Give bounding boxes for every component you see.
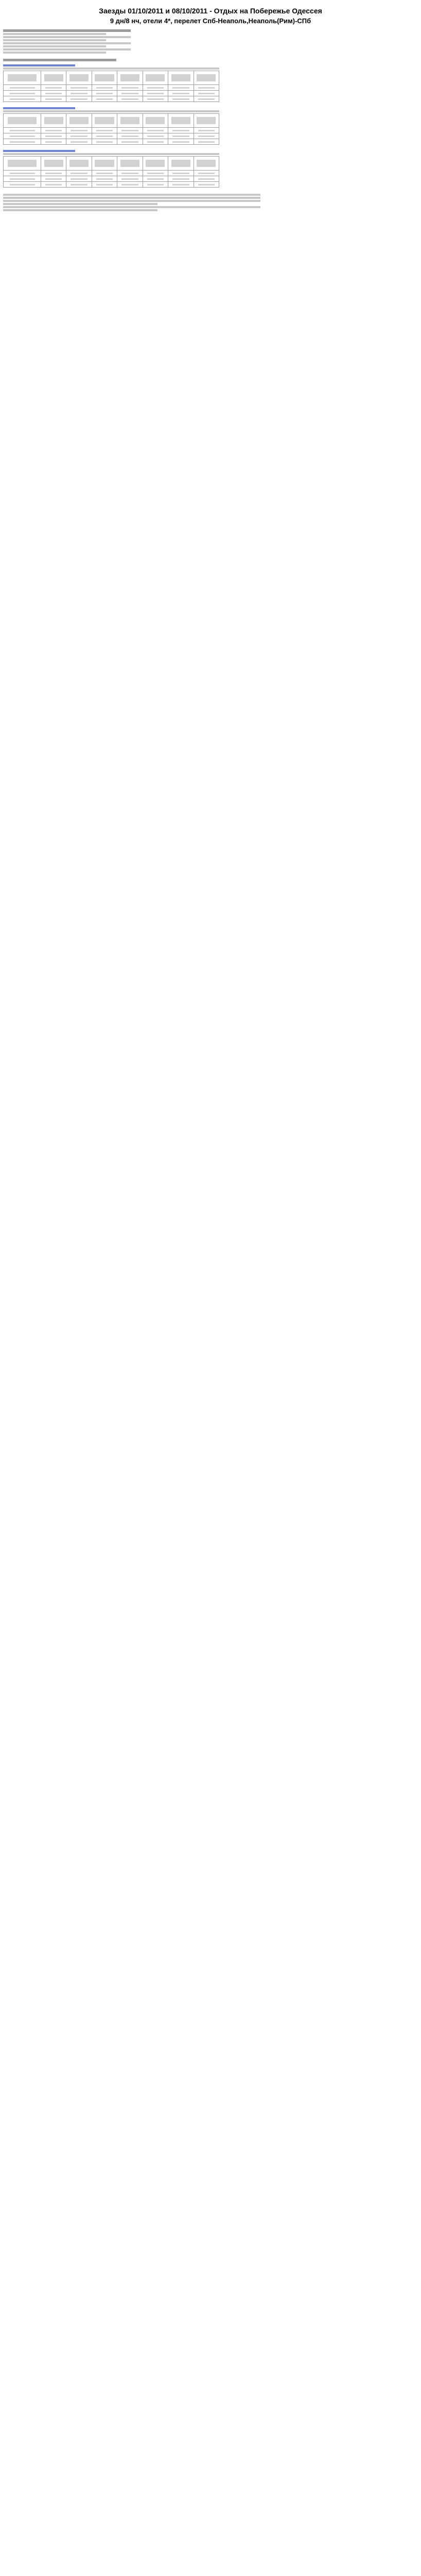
footer-line	[3, 200, 260, 202]
price-table-cell	[92, 171, 117, 176]
price-table-cell	[168, 171, 194, 176]
footer-line	[3, 197, 260, 199]
price-table-cell	[4, 128, 41, 133]
price-table-header-cell	[66, 114, 92, 128]
price-table-header-cell	[41, 114, 66, 128]
price-table-header-cell	[168, 71, 194, 85]
price-table-cell	[66, 133, 92, 139]
price-table-header-cell	[194, 114, 219, 128]
hotel-block	[3, 150, 418, 188]
price-table-cell	[143, 133, 168, 139]
price-table-header-cell	[41, 71, 66, 85]
hotel-description	[3, 110, 219, 112]
price-table-cell	[194, 96, 219, 102]
price-table-cell	[143, 182, 168, 188]
price-table-row	[4, 128, 219, 133]
price-table-cell	[4, 182, 41, 188]
price-table-cell	[66, 85, 92, 91]
price-table-header-cell	[66, 71, 92, 85]
price-table-cell	[117, 139, 143, 145]
price-table-cell	[143, 85, 168, 91]
price-table-cell	[66, 139, 92, 145]
price-table-header-cell	[4, 157, 41, 171]
price-table-header-cell	[194, 157, 219, 171]
hotel-name-link[interactable]	[3, 64, 75, 66]
price-table-row	[4, 171, 219, 176]
price-table	[3, 113, 219, 145]
price-table-cell	[66, 96, 92, 102]
hotel-list	[3, 64, 418, 188]
price-table-cell	[92, 176, 117, 182]
price-table-cell	[143, 128, 168, 133]
price-table-cell	[194, 85, 219, 91]
price-table-cell	[117, 182, 143, 188]
price-table-cell	[66, 176, 92, 182]
price-table-row	[4, 176, 219, 182]
price-table-cell	[168, 128, 194, 133]
price-table-header-cell	[194, 71, 219, 85]
price-table-cell	[4, 91, 41, 96]
price-table-cell	[41, 133, 66, 139]
price-table-cell	[143, 91, 168, 96]
price-table-row	[4, 133, 219, 139]
price-table-cell	[92, 96, 117, 102]
price-table-row	[4, 85, 219, 91]
price-table-cell	[41, 182, 66, 188]
price-table-cell	[117, 133, 143, 139]
price-table-cell	[41, 139, 66, 145]
intro-line	[3, 45, 106, 47]
price-table-cell	[4, 139, 41, 145]
price-table-header-cell	[143, 71, 168, 85]
price-table-header-cell	[143, 157, 168, 171]
footer-line	[3, 206, 260, 208]
price-table-cell	[117, 171, 143, 176]
price-table-cell	[41, 91, 66, 96]
intro-line	[3, 36, 131, 38]
price-table-header-row	[4, 157, 219, 171]
price-table-cell	[41, 85, 66, 91]
price-table-cell	[4, 85, 41, 91]
intro-line	[3, 52, 106, 54]
price-table-cell	[41, 128, 66, 133]
price-table-cell	[66, 128, 92, 133]
price-table-cell	[41, 96, 66, 102]
document-page	[0, 0, 421, 216]
hotel-name-link[interactable]	[3, 150, 75, 152]
price-table-cell	[66, 171, 92, 176]
intro-block	[3, 29, 142, 54]
price-table-header-cell	[4, 114, 41, 128]
price-table-cell	[117, 96, 143, 102]
price-table-cell	[194, 182, 219, 188]
price-table-cell	[92, 128, 117, 133]
hotel-name-link[interactable]	[3, 107, 75, 109]
hotel-block	[3, 64, 418, 102]
price-table-cell	[117, 176, 143, 182]
hotel-block	[3, 107, 418, 145]
intro-line	[3, 29, 131, 32]
intro-line	[3, 39, 106, 41]
price-table-cell	[117, 91, 143, 96]
price-table-cell	[4, 96, 41, 102]
price-table-cell	[92, 85, 117, 91]
hotel-description	[3, 153, 219, 155]
page-subtitle: 9 дн/8 нч, отели 4*, перелет Спб-Неаполь,Неаполь(Рим)-СПб	[110, 17, 311, 25]
footer-block	[3, 194, 260, 211]
price-table-cell	[92, 91, 117, 96]
price-table-cell	[66, 91, 92, 96]
intro-line	[3, 48, 131, 50]
price-table-header-cell	[168, 114, 194, 128]
price-table-cell	[92, 139, 117, 145]
price-table-cell	[194, 128, 219, 133]
price-table-header-cell	[92, 157, 117, 171]
price-table-cell	[168, 91, 194, 96]
section-heading	[3, 59, 116, 61]
price-table-header-cell	[117, 71, 143, 85]
price-table-cell	[143, 171, 168, 176]
intro-line	[3, 42, 131, 44]
price-table-row	[4, 182, 219, 188]
price-table-cell	[194, 133, 219, 139]
price-table-cell	[168, 139, 194, 145]
price-table-cell	[4, 171, 41, 176]
price-table-cell	[194, 176, 219, 182]
price-table-header-row	[4, 114, 219, 128]
price-table-header-cell	[4, 71, 41, 85]
price-table-header-cell	[117, 114, 143, 128]
footer-line	[3, 194, 260, 196]
price-table-cell	[168, 182, 194, 188]
price-table-header-cell	[41, 157, 66, 171]
price-table-cell	[194, 171, 219, 176]
price-table-cell	[168, 133, 194, 139]
price-table-header-cell	[168, 157, 194, 171]
page-title: Заезды 01/10/2011 и 08/10/2011 - Отдых на Побережье Одессея	[99, 7, 322, 15]
price-table-row	[4, 139, 219, 145]
price-table-cell	[143, 96, 168, 102]
price-table-cell	[117, 85, 143, 91]
price-table	[3, 71, 219, 102]
price-table-cell	[92, 182, 117, 188]
price-table-cell	[66, 182, 92, 188]
price-table	[3, 156, 219, 188]
intro-line	[3, 33, 106, 35]
price-table-cell	[41, 171, 66, 176]
footer-line	[3, 203, 157, 205]
price-table-cell	[168, 176, 194, 182]
price-table-cell	[194, 91, 219, 96]
price-table-row	[4, 91, 219, 96]
price-table-cell	[41, 176, 66, 182]
price-table-header-cell	[143, 114, 168, 128]
price-table-cell	[4, 133, 41, 139]
price-table-cell	[4, 176, 41, 182]
price-table-cell	[194, 139, 219, 145]
footer-line	[3, 209, 157, 211]
price-table-cell	[143, 139, 168, 145]
price-table-header-cell	[117, 157, 143, 171]
price-table-cell	[143, 176, 168, 182]
price-table-header-cell	[92, 114, 117, 128]
price-table-cell	[168, 96, 194, 102]
price-table-row	[4, 96, 219, 102]
price-table-cell	[168, 85, 194, 91]
price-table-cell	[117, 128, 143, 133]
price-table-header-cell	[66, 157, 92, 171]
price-table-header-cell	[92, 71, 117, 85]
price-table-cell	[92, 133, 117, 139]
price-table-header-row	[4, 71, 219, 85]
hotel-description	[3, 67, 219, 70]
